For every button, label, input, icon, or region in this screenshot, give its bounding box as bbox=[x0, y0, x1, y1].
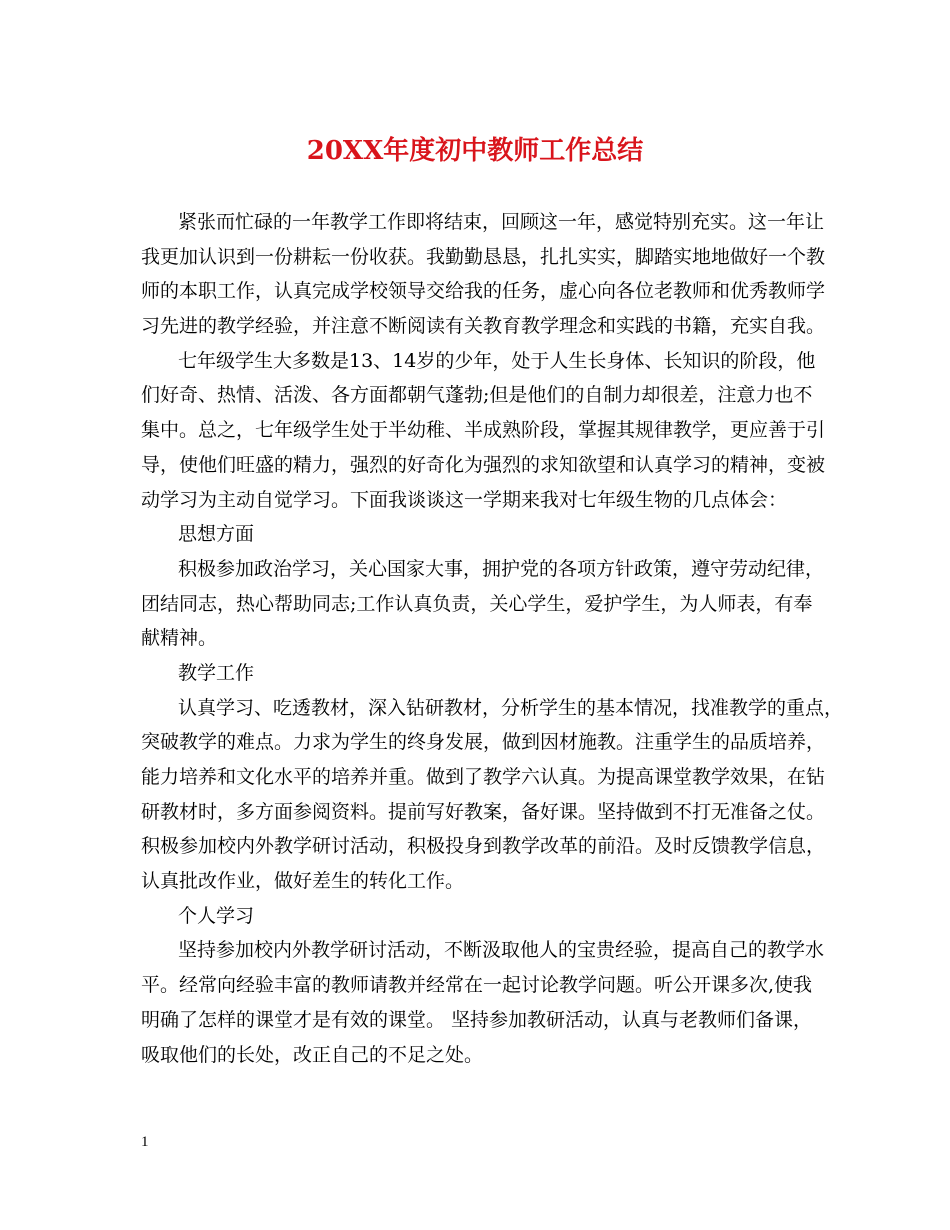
text-line: 突破教学的难点。力求为学生的终身发展，做到因材施教。注重学生的品质培养， bbox=[141, 731, 826, 754]
text-line: 们好奇、热情、活泼、各方面都朝气蓬勃;但是他们的自制力却很差，注意力也不 bbox=[141, 384, 813, 407]
document-body bbox=[141, 205, 844, 1072]
page-title: 20XX年度初中教师工作总结 bbox=[306, 136, 644, 166]
text-line: 集中。总之，七年级学生处于半幼稚、半成熟阶段，掌握其规律教学，更应善于引 bbox=[141, 419, 826, 442]
text-line: 导，使他们旺盛的精力，强烈的好奇化为强烈的求知欲望和认真学习的精神，变被 bbox=[141, 453, 826, 476]
page-number: 1 bbox=[141, 1134, 149, 1150]
text-line: 个人学习 bbox=[178, 904, 255, 927]
text-line: 师的本职工作，认真完成学校领导交给我的任务，虚心向各位老教师和优秀教师学 bbox=[141, 280, 826, 303]
text-line: 认真学习、吃透教材，深入钻研教材，分析学生的基本情况，找准教学的重点， bbox=[178, 696, 844, 719]
text-line: 坚持参加校内外教学研讨活动，不断汲取他人的宝贵经验，提高自己的教学水 bbox=[178, 939, 825, 962]
text-line: 团结同志，热心帮助同志;工作认真负责，关心学生，爱护学生，为人师表，有奉 bbox=[141, 592, 813, 615]
text-line: 能力培养和文化水平的培养并重。做到了教学六认真。为提高课堂教学效果，在钻 bbox=[141, 766, 826, 788]
text-line: 七年级学生大多数是13、14岁的少年，处于人生长身体、长知识的阶段，他 bbox=[178, 349, 816, 372]
text-line: 习先进的教学经验，并注意不断阅读有关教育教学理念和实践的书籍，充实自我。 bbox=[141, 315, 826, 338]
text-line: 动学习为主动自觉学习。下面我谈谈这一学期来我对七年级生物的几点体会： bbox=[141, 488, 788, 511]
text-line: 紧张而忙碌的一年教学工作即将结束，回顾这一年，感觉特别充实。这一年让 bbox=[178, 211, 825, 233]
text-line: 积极参加校内外教学研讨活动，积极投身到教学改革的前沿。及时反馈教学信息， bbox=[141, 835, 826, 858]
text-line: 吸取他们的长处，改正自己的不足之处。 bbox=[141, 1043, 484, 1066]
text-line: 思想方面 bbox=[178, 523, 255, 546]
text-line: 教学工作 bbox=[178, 661, 255, 684]
text-line: 献精神。 bbox=[141, 627, 218, 650]
text-line: 积极参加政治学习，关心国家大事，拥护党的各项方针政策，遵守劳动纪律， bbox=[178, 557, 825, 580]
text-line: 研教材时，多方面参阅资料。提前写好教案，备好课。坚持做到不打无准备之仗。 bbox=[141, 800, 826, 823]
text-line: 平。经常向经验丰富的教师请教并经常在一起讨论教学问题。听公开课多次,使我 bbox=[141, 974, 813, 997]
text-line: 我更加认识到一份耕耘一份收获。我勤勤恳恳，扎扎实实，脚踏实地地做好一个教 bbox=[141, 245, 826, 268]
text-line: 明确了怎样的课堂才是有效的课堂。 坚持参加教研活动，认真与老教师们备课， bbox=[141, 1008, 813, 1031]
text-line: 认真批改作业，做好差生的转化工作。 bbox=[141, 870, 465, 893]
